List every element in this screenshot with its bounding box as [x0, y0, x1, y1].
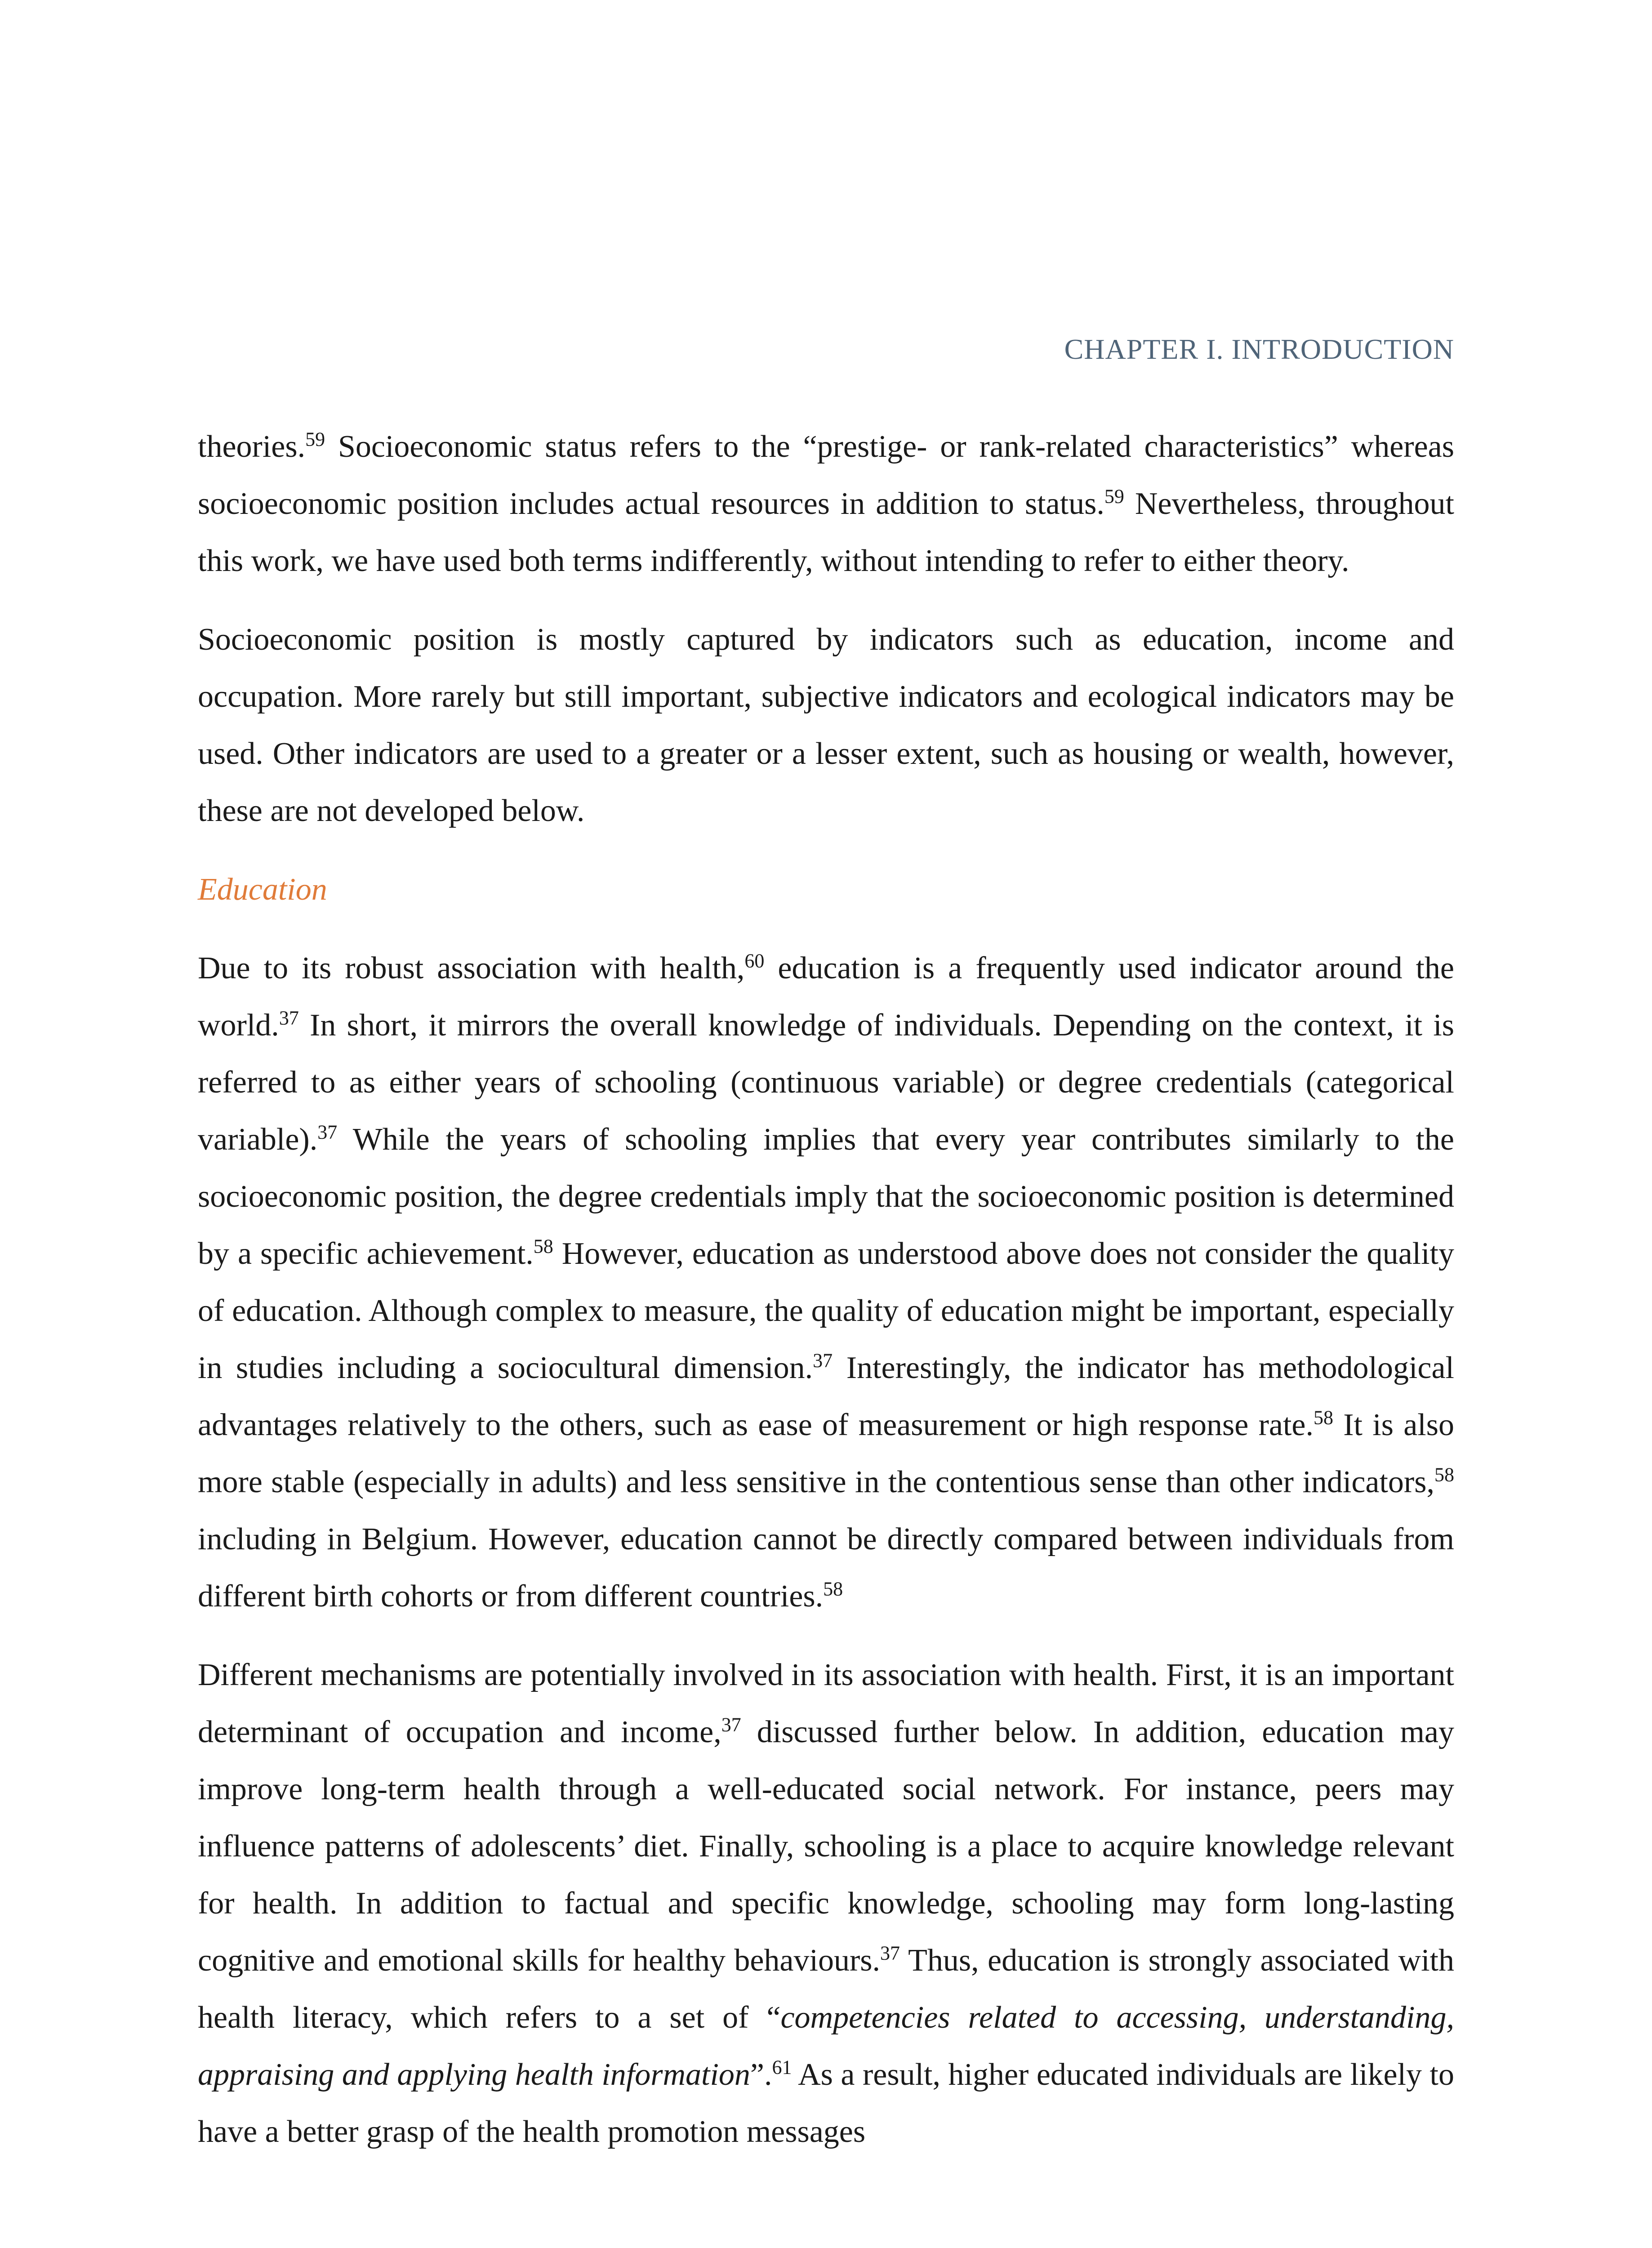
citation-superscript: 37: [880, 1942, 900, 1964]
citation-superscript: 58: [1313, 1406, 1333, 1429]
citation-superscript: 59: [1104, 485, 1124, 508]
citation-superscript: 37: [317, 1121, 338, 1143]
citation-superscript: 37: [279, 1007, 299, 1029]
running-head: CHAPTER I. INTRODUCTION: [1064, 333, 1454, 365]
citation-superscript: 37: [813, 1349, 833, 1372]
paragraph-education-mechanisms: Different mechanisms are potentially involved in its association with health. First, it is an important determinant of occupation and income,$^{37}$ discussed further below. In addition, education may improve long-term health through a well-educated social network. For instance, peers may influence patterns of adolescents’ diet. Finally, schooling is a place to acquire knowledge relevant for health. In addition to factual and specific knowledge, schooling may form long-lasting cognitive and emotional skills for healthy behaviours.$^{37}$ Thus, education is strongly associated with health literacy, which refers to a set of “competencies related to accessing, understanding, appraising and applying health information”.$^{61}$ As a result, higher educated individuals are likely to have a better grasp of the health promotion messages: [198, 1658, 1455, 2149]
paragraph-indicators: Socioeconomic position is mostly captured by indicators such as education, income and occupation. More rarely but still important, subjective indicators and ecological indicators may be used. Other indicators are used to a greater or a lesser extent, such as housing or wealth, however, these are not developed below.: [198, 622, 1454, 828]
citation-superscript: 58: [1434, 1463, 1454, 1486]
citation-superscript: 58: [533, 1235, 553, 1258]
section-heading-education: Education: [198, 872, 327, 907]
citation-superscript: 59: [305, 428, 325, 450]
page-content: [198, 418, 1454, 2182]
paragraph-theories: theories.$^{59}$ Socioeconomic status refers to the “prestige- or rank-related characteristics” whereas socioeconomic position includes actual resources in addition to status.$^{59}$ Nevertheless, throughout this work, we have used both terms indifferently, without intending to refer to either theory.: [198, 428, 1454, 578]
citation-superscript: 37: [721, 1713, 741, 1736]
citation-superscript: 61: [772, 2056, 792, 2079]
citation-superscript: 60: [744, 950, 765, 972]
citation-superscript: 58: [823, 1578, 843, 1600]
italic-quote: competencies related to accessing, understanding, appraising and applying health information: [198, 2000, 1455, 2092]
paragraph-education-definition: Due to its robust association with health,$^{60}$ education is a frequently used indicator around the world.$^{37}$ In short, it mirrors the overall knowledge of individuals. Depending on the context, it is referred to as either years of schooling (continuous variable) or degree credentials (categorical variable).$^{37}$ While the years of schooling implies that every year contributes similarly to the socioeconomic position, the degree credentials imply that the socioeconomic position is determined by a specific achievement.$^{58}$ However, education as understood above does not consider the quality of education. Although complex to measure, the quality of education might be important, especially in studies including a sociocultural dimension.$^{37}$ Interestingly, the indicator has methodological advantages relatively to the others, such as ease of measurement or high response rate.$^{58}$ It is also more stable (especially in adults) and less sensitive in the contentious sense than other indicators,$^{58}$ including in Belgium. However, education cannot be directly compared between individuals from different birth cohorts or from different countries.$^{58}$: [198, 950, 1455, 1614]
